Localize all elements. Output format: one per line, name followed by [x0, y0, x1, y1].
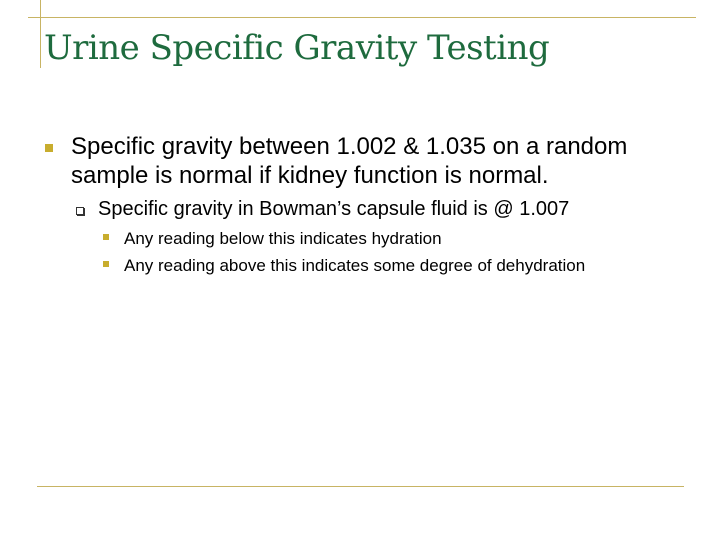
slide-title: Urine Specific Gravity Testing — [44, 28, 550, 68]
bottom-rule — [37, 486, 684, 487]
slide-body — [44, 132, 684, 276]
bullet-text: Any reading above this indicates some degree of dehydration — [124, 256, 586, 275]
bullet-text: Specific gravity between 1.002 & 1.035 on a random sample is normal if kidney function is normal. — [71, 133, 628, 189]
bullet-text: Any reading below this indicates hydration — [124, 229, 442, 248]
bullet-point-level-3 — [44, 228, 684, 249]
square-bullet-icon — [103, 261, 109, 267]
left-rule — [40, 0, 41, 68]
square-bullet-icon — [45, 144, 53, 152]
top-rule — [28, 17, 696, 18]
bullet-point-level-1 — [44, 132, 684, 190]
square-bullet-icon — [103, 234, 109, 240]
bullet-point-level-3 — [44, 255, 684, 276]
bullet-point-level-2 — [44, 197, 684, 222]
bullet-text: Specific gravity in Bowman’s capsule fluid is @ 1.007 — [98, 198, 570, 220]
hollow-square-bullet-icon — [76, 207, 84, 215]
